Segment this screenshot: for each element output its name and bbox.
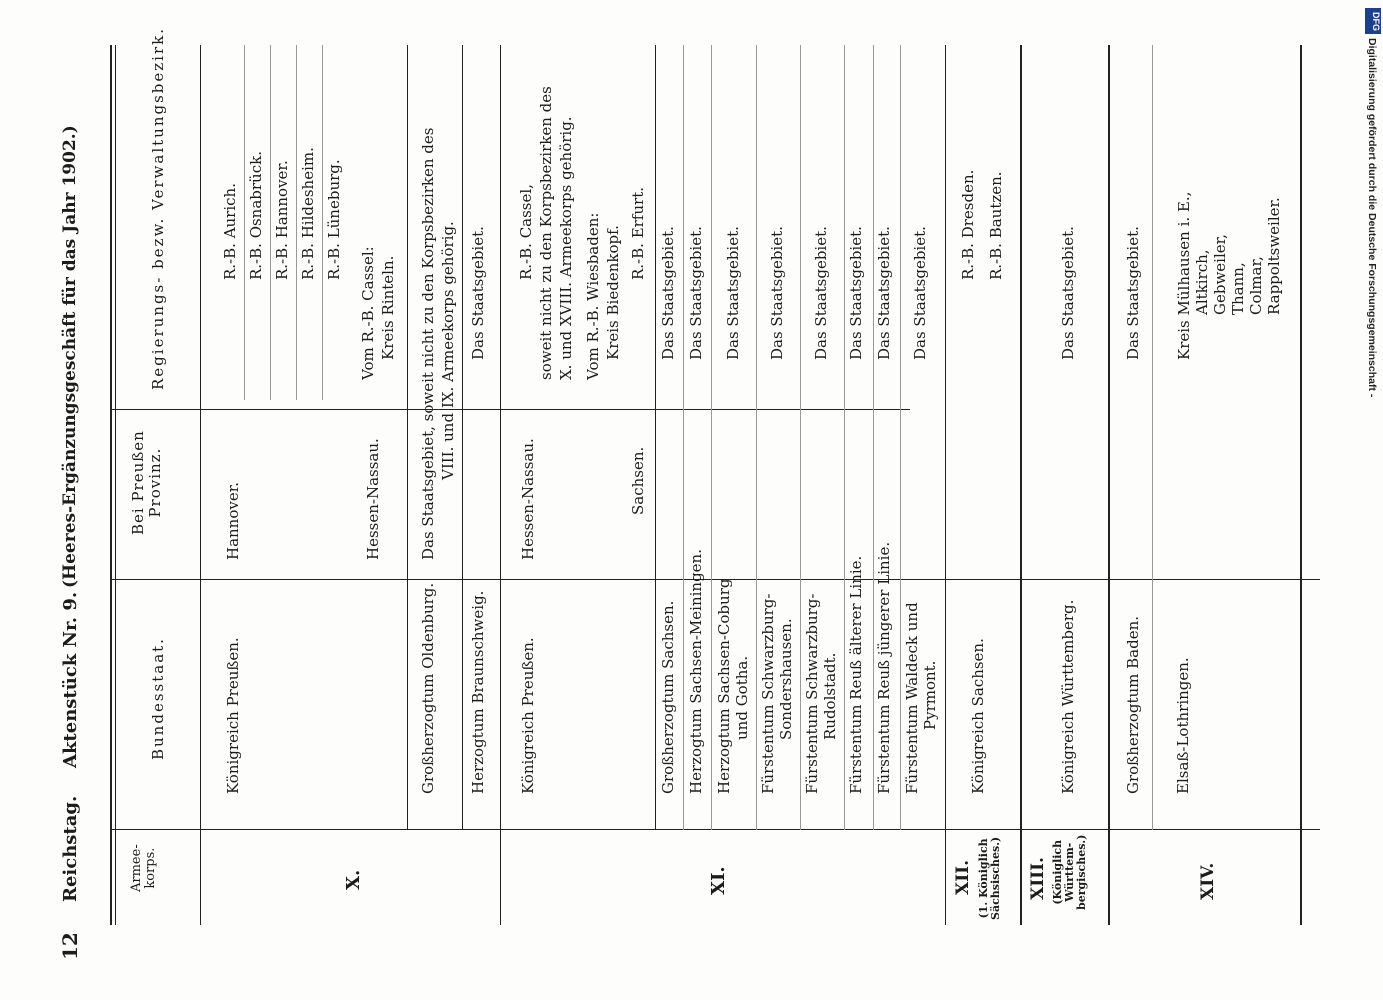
xiv-kreis-2: Altkirch, (1193, 249, 1211, 315)
xi-district-cassel-c: X. und XVIII. Armeekorps gehörig. (557, 116, 575, 380)
xi-rule-8 (900, 45, 901, 830)
x-braunschweig-district: Das Staatsgebiet. (469, 226, 487, 360)
x-state-preussen: Königreich Preußen. (224, 637, 242, 794)
x-row-rule (244, 45, 245, 400)
xi-district-erfurt: R.-B. Erfurt. (629, 187, 647, 280)
xi-province-sachsen: Sachsen. (629, 446, 647, 515)
xi-state-sondershausen-a: Fürstentum Schwarzburg- (759, 593, 777, 794)
xi-district-wiesbaden-a: Vom R.-B. Wiesbaden: (584, 212, 602, 380)
xi-rule-1 (655, 45, 656, 830)
xiv-district-baden: Das Staatsgebiet. (1124, 226, 1142, 360)
xi-province-hessen: Hessen-Nassau. (519, 438, 537, 560)
xi-state-coburg-a: Herzogtum Sachsen-Coburg (715, 578, 733, 794)
xi-district-2: Das Staatsgebiet. (687, 226, 705, 360)
xi-rule-4 (756, 45, 757, 830)
x-district-cassel-b: Kreis Rinteln. (379, 255, 397, 360)
x-province-hannover: Hannover. (224, 481, 242, 560)
xii-state: Königreich Sachsen. (969, 638, 987, 794)
header-bottom-rule (200, 45, 201, 925)
rule-end-xiv (1300, 45, 1302, 925)
xiii-state: Königreich Württemberg. (1059, 599, 1077, 794)
x-state-braunschweig: Herzogtum Braunschweig. (469, 590, 487, 794)
xi-state-reuss-aelter: Fürstentum Reuß älterer Linie. (847, 555, 865, 794)
corps-xiii-sub: (Königlich Württem- bergisches.) (1051, 834, 1088, 910)
col-header-armeekorps: Armee- korps. (129, 844, 158, 892)
col-header-bundesstaat: Bundesstaat. (149, 637, 167, 760)
xi-rule-6 (844, 45, 845, 830)
xii-district-bautzen: R.-B. Bautzen. (987, 171, 1005, 280)
xiii-district: Das Staatsgebiet. (1059, 226, 1077, 360)
col-header-bezirk: Regierungs- bezw. Verwaltungsbezirk. (149, 27, 167, 390)
xiv-kreis-3: Gebweiler, (1211, 234, 1229, 315)
rotated-table-sheet (0, 27, 1330, 1000)
xi-state-coburg-b: und Gotha. (733, 655, 751, 740)
corps-xi-label: XI. (708, 866, 729, 895)
xi-district-4: Das Staatsgebiet. (768, 226, 786, 360)
x-district-osnabrueck: R.-B. Osnabrück. (247, 151, 265, 280)
rule-end-xi (945, 45, 946, 925)
xi-state-reuss-juenger: Fürstentum Reuß jüngerer Linie. (875, 541, 893, 794)
xi-state-preussen: Königreich Preußen. (519, 637, 537, 794)
xi-district-cassel-b: soweit nicht zu den Korpsbezirken des (537, 86, 555, 380)
xi-district-6: Das Staatsgebiet. (847, 226, 865, 360)
dfg-text: Digitalisierung gefördert durch die Deutsche Forschungsgemeinschaft - (1366, 38, 1378, 398)
dfg-side-note (1365, 8, 1381, 998)
x-province-hessen: Hessen-Nassau. (364, 438, 382, 560)
x-district-cassel-a: Vom R.-B. Cassel: (359, 246, 377, 380)
x-row-rule (322, 45, 323, 400)
x-rule-braunschweig (462, 45, 463, 830)
xi-state-rudolstadt-a: Fürstentum Schwarzburg- (803, 593, 821, 794)
x-oldenburg-note-a: Das Staatsgebiet, soweit nicht zu den Korpsbezirken des (419, 127, 437, 560)
header-reichstag: Reichstag. (60, 795, 81, 902)
xi-district-7: Das Staatsgebiet. (875, 226, 893, 360)
xiv-kreis-5: Colmar, (1247, 256, 1265, 315)
rule-end-xiii (1108, 45, 1110, 925)
xi-rule-7 (873, 45, 874, 830)
xii-district-dresden: R.-B. Dresden. (959, 169, 977, 280)
xiv-kreis-1: Kreis Mülhausen i. E., (1175, 191, 1193, 360)
x-district-aurich: R.-B. Aurich. (221, 183, 239, 280)
table-top-rule (110, 45, 112, 925)
header-title: (Heeres-Ergänzungsgeschäft für das Jahr 1902.) (60, 125, 80, 588)
xiv-state-baden: Großherzogtum Baden. (1124, 615, 1142, 794)
xi-state-sachsen: Großherzogtum Sachsen. (659, 600, 677, 794)
corps-xiii-label: XIII. (1028, 857, 1048, 900)
x-rule-oldenburg (407, 45, 408, 830)
xi-state-meiningen: Herzogtum Sachsen-Meiningen. (687, 549, 705, 794)
xi-rule-5 (800, 45, 801, 830)
x-oldenburg-note-b: VIII. und IX. Armeekorps gehörig. (439, 221, 457, 480)
xi-district-8: Das Staatsgebiet. (911, 226, 929, 360)
xi-district-wiesbaden-b: Kreis Biedenkopf. (604, 225, 622, 360)
corps-xiv-label: XIV. (1198, 862, 1218, 900)
rule-end-x (500, 45, 501, 925)
col-divider-1 (110, 829, 1320, 830)
corps-xii-label: XII. (953, 859, 973, 895)
table-top-rule-2 (115, 45, 116, 925)
corps-x-label: X. (343, 869, 364, 890)
xiv-kreis-4: Thann, (1229, 262, 1247, 315)
xiv-rule (1152, 45, 1153, 830)
xiv-state-elsass: Elsaß-Lothringen. (1174, 657, 1192, 794)
x-row-rule (270, 45, 271, 400)
xi-district-5: Das Staatsgebiet. (812, 226, 830, 360)
corps-xii-sub: (1. Königlich Sächsisches.) (977, 836, 1002, 920)
dfg-logo: DFG (1365, 8, 1381, 34)
x-district-hildesheim: R.-B. Hildesheim. (299, 147, 317, 280)
x-row-rule (296, 45, 297, 400)
xi-state-rudolstadt-b: Rudolstadt. (821, 652, 839, 740)
x-state-oldenburg: Großherzogtum Oldenburg. (419, 582, 437, 794)
page-number: 12 (58, 932, 82, 960)
col-header-provinz: Bei Preußen Provinz. (129, 430, 164, 535)
xi-district-3: Das Staatsgebiet. (724, 226, 742, 360)
x-district-lueneburg: R.-B. Lüneburg. (325, 159, 343, 280)
xi-state-waldeck-a: Fürstentum Waldeck und (903, 602, 921, 794)
xi-rule-3 (711, 45, 712, 830)
rule-end-xii (1020, 45, 1022, 925)
xi-district-1: Das Staatsgebiet. (659, 226, 677, 360)
xi-district-cassel-a: R.-B. Cassel, (517, 184, 535, 280)
header-doc: Aktenstück Nr. 9. (60, 591, 81, 768)
x-district-hannover: R.-B. Hannover. (273, 160, 291, 280)
xi-rule-2 (683, 45, 684, 830)
xiv-kreis-6: Rappoltsweiler. (1265, 197, 1283, 315)
xi-state-waldeck-b: Pyrmont. (921, 660, 939, 730)
xi-state-sondershausen-b: Sondershausen. (777, 618, 795, 740)
col-divider-3 (110, 409, 910, 410)
